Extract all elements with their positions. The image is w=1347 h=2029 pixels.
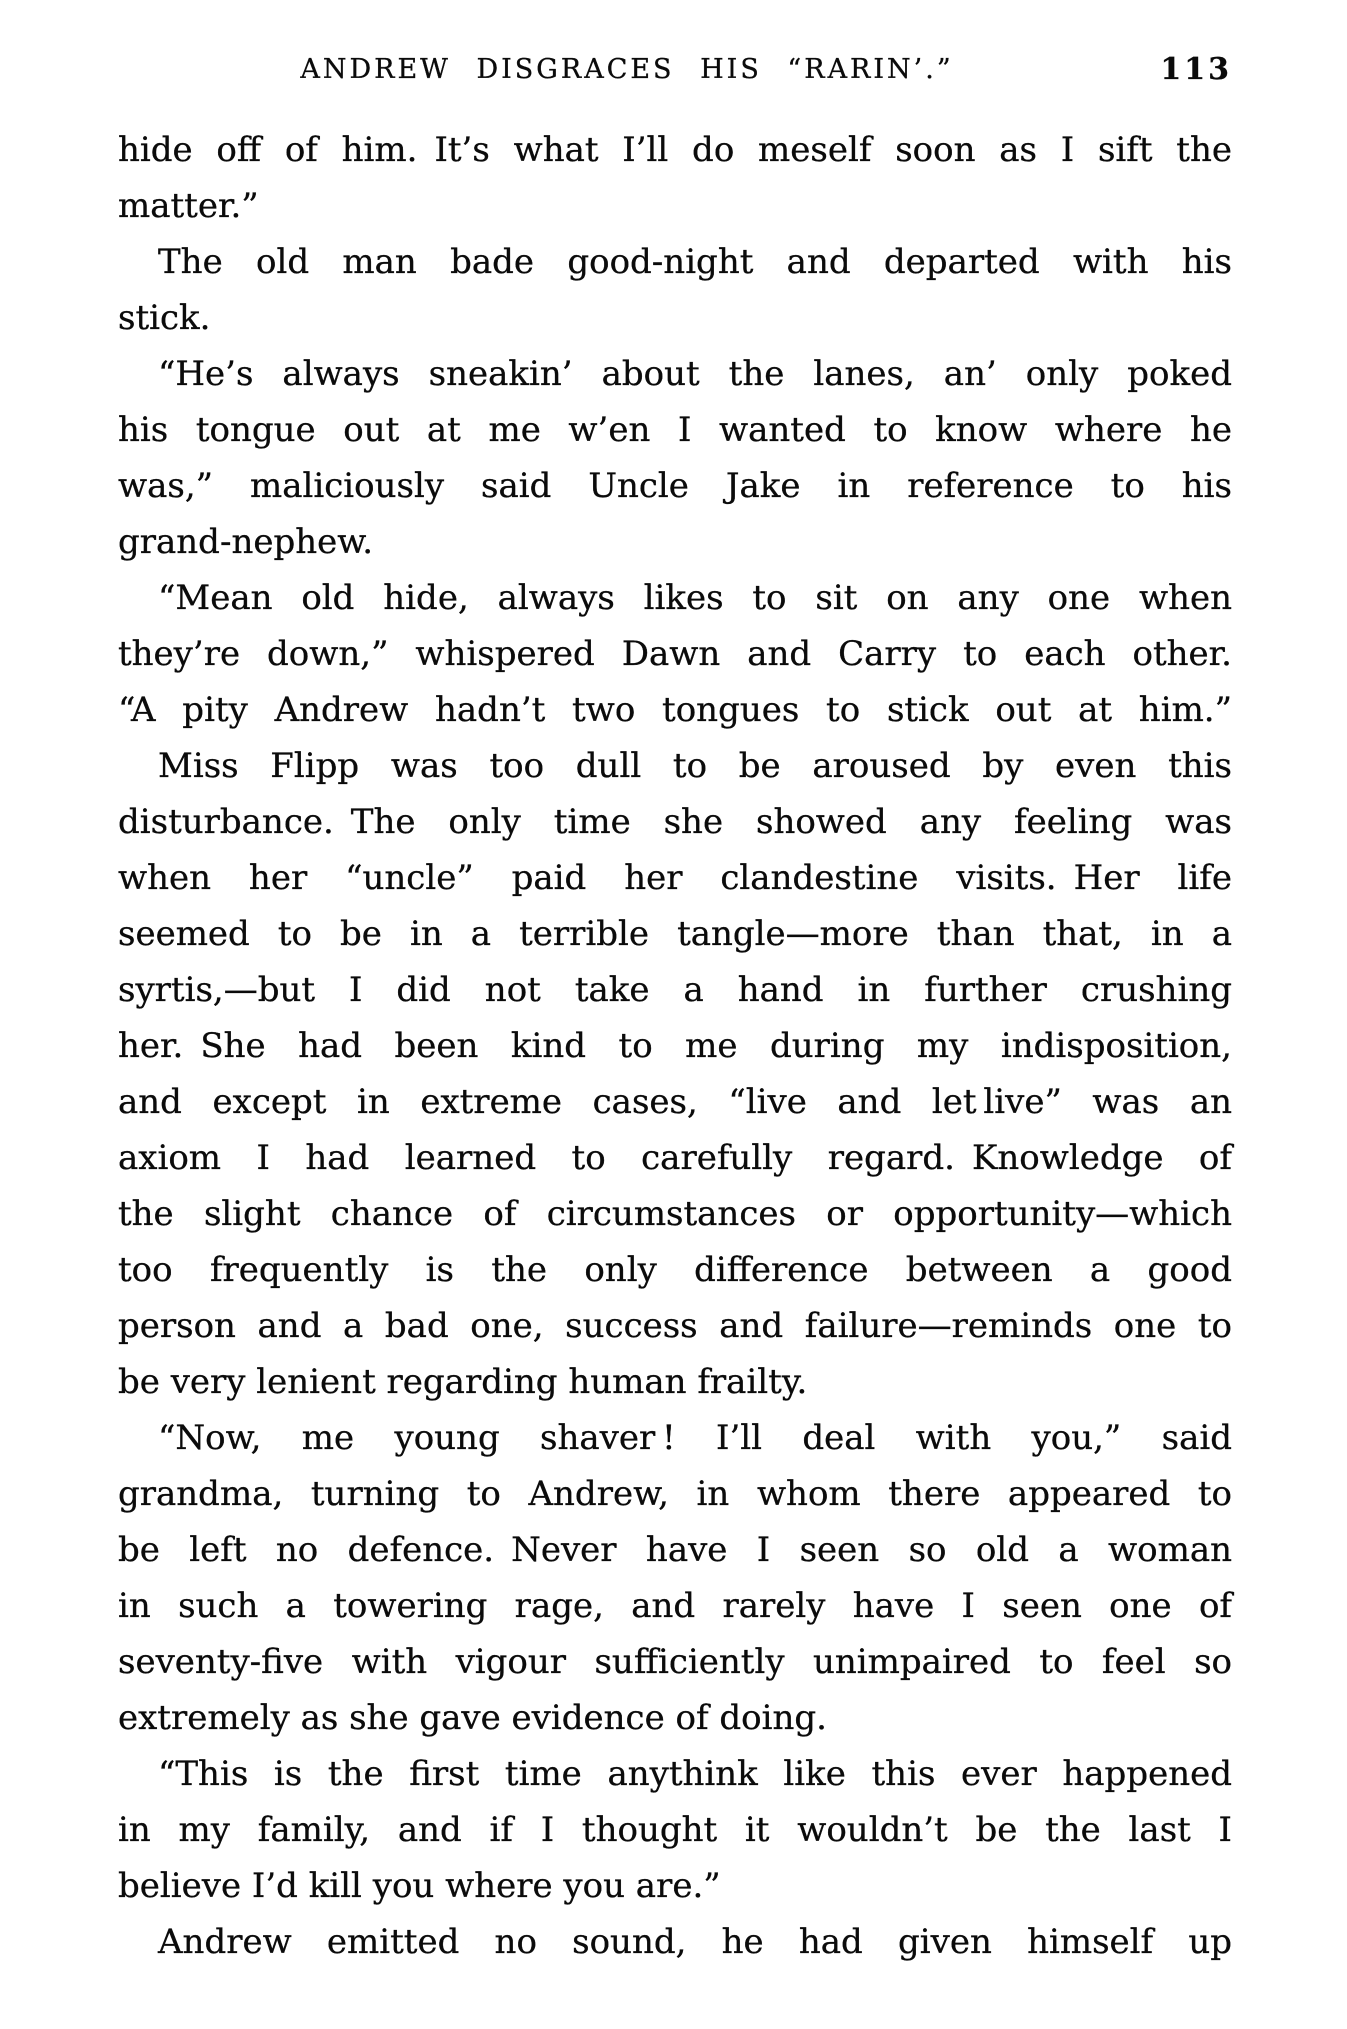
text-line: grand-nephew. [118, 522, 374, 562]
text-line: “Now, me young shaver ! I’ll deal with you,” said [158, 1418, 1232, 1458]
text-line: they’re down,” whispered Dawn and Carry to each other. [118, 634, 1232, 674]
text-line: be left no defence. Never have I seen so old a woman [118, 1530, 1232, 1570]
text-line: disturbance. The only time she showed any feeling was [118, 802, 1232, 842]
paragraph [118, 570, 1232, 738]
text-line: grandma, turning to Andrew, in whom there appeared to [118, 1474, 1232, 1514]
paragraph [118, 1410, 1232, 1746]
page-number: 113 [1160, 52, 1232, 87]
text-line: his tongue out at me w’en I wanted to know where he [118, 410, 1232, 450]
text-line: “He’s always sneakin’ about the lanes, an’ only poked [158, 354, 1232, 394]
text-line: person and a bad one, success and failure—reminds one to [118, 1306, 1232, 1346]
text-line: and except in extreme cases, “live and let live” was an [118, 1082, 1232, 1122]
page-header [118, 54, 1232, 98]
text-line: hide off of him. It’s what I’ll do meself soon as I sift the [118, 130, 1232, 170]
text-line: believe I’d kill you where you are.” [118, 1866, 721, 1906]
text-line: in such a towering rage, and rarely have I seen one of [118, 1586, 1232, 1626]
text-line: extremely as she gave evidence of doing. [118, 1698, 827, 1738]
running-title: ANDREW DISGRACES HIS “RARIN’.” [300, 54, 954, 85]
text-line: syrtis,—but I did not take a hand in further crushing [118, 970, 1232, 1010]
text-line: in my family, and if I thought it wouldn’t be the last I [118, 1810, 1232, 1850]
text-line: when her “uncle” paid her clandestine visits. Her life [118, 858, 1232, 898]
paragraph [118, 1914, 1232, 1970]
text-line: was,” maliciously said Uncle Jake in reference to his [118, 466, 1232, 506]
text-line: axiom I had learned to carefully regard. Knowledge of [118, 1138, 1232, 1178]
paragraph [118, 346, 1232, 570]
text-line: the slight chance of circumstances or opportunity—which [118, 1194, 1232, 1234]
text-line: “This is the first time anythink like this ever happened [158, 1754, 1232, 1794]
text-line: stick. [118, 298, 211, 338]
text-line: Miss Flipp was too dull to be aroused by even this [158, 746, 1232, 786]
text-line: matter.” [118, 186, 259, 226]
paragraph [118, 738, 1232, 1410]
text-line: seemed to be in a terrible tangle—more than that, in a [118, 914, 1232, 954]
text-line: seventy-five with vigour sufficiently unimpaired to feel so [118, 1642, 1232, 1682]
text-line: her. She had been kind to me during my indisposition, [118, 1026, 1232, 1066]
text-block [118, 122, 1232, 1970]
text-line: be very lenient regarding human frailty. [118, 1362, 808, 1402]
text-line: “A pity Andrew hadn’t two tongues to stick out at him.” [118, 690, 1232, 730]
text-line: too frequently is the only difference between a good [118, 1250, 1232, 1290]
text-line: The old man bade good-night and departed with his [158, 242, 1232, 282]
paragraph [118, 122, 1232, 234]
text-line: Andrew emitted no sound, he had given himself up [158, 1922, 1232, 1962]
text-line: “Mean old hide, always likes to sit on any one when [158, 578, 1232, 618]
paragraph [118, 1746, 1232, 1914]
paragraph [118, 234, 1232, 346]
